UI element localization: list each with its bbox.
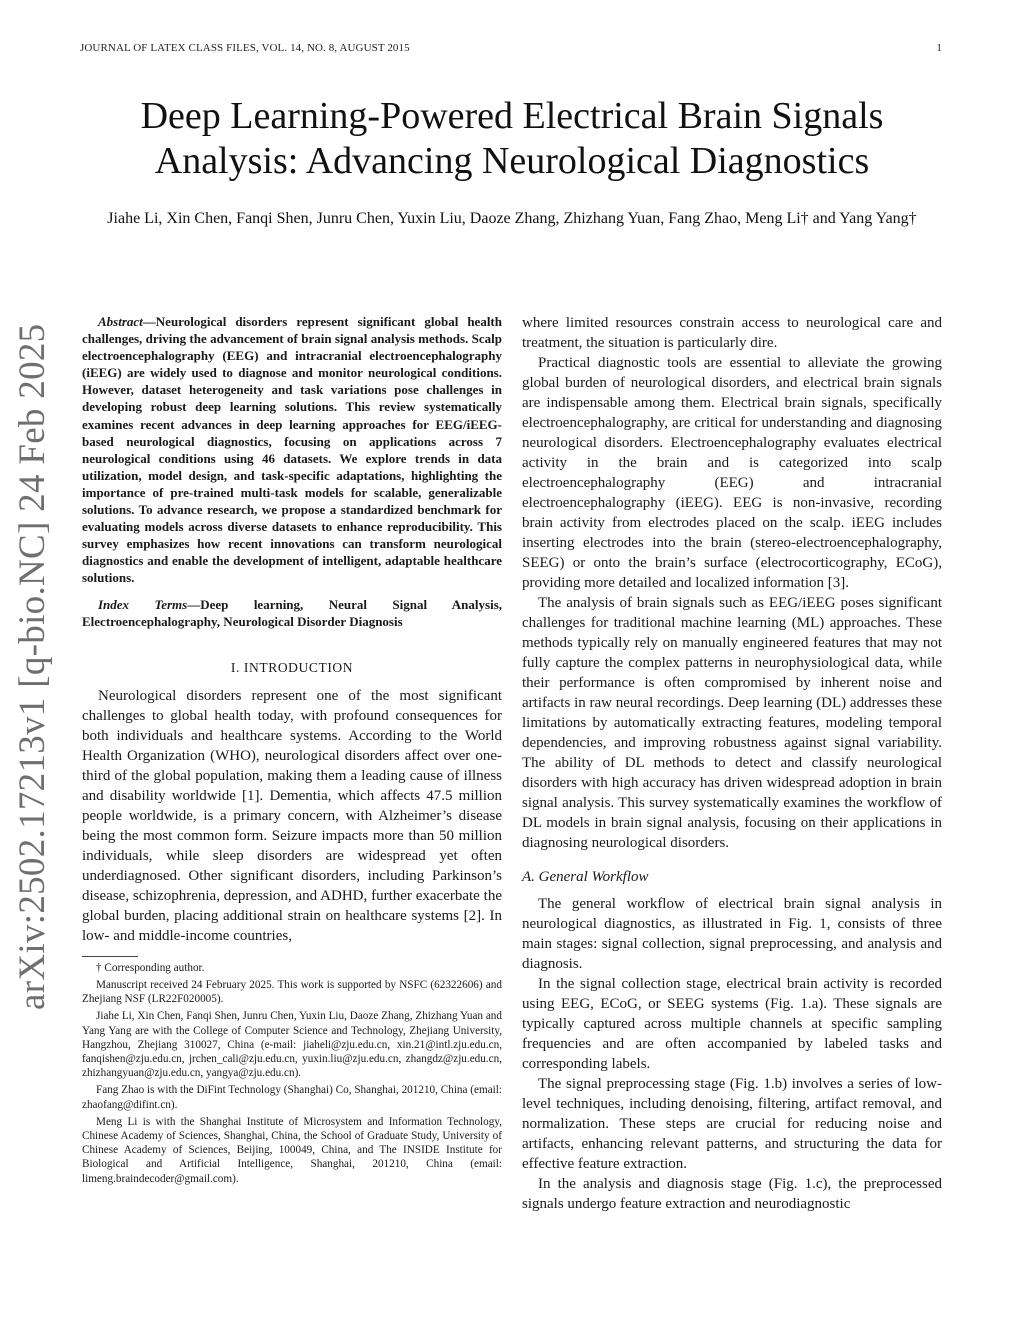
author-list: Jiahe Li, Xin Chen, Fanqi Shen, Junru Chen, Yuxin Liu, Daoze Zhang, Zhizhang Yuan, Fang Zhao, Meng Li† and Yang Yang†	[107, 210, 917, 227]
subsection-heading-general-workflow: A. General Workflow	[522, 869, 649, 885]
journal-header: JOURNAL OF LATEX CLASS FILES, VOL. 14, NO. 8, AUGUST 2015	[80, 42, 410, 54]
paragraph-signal-collection: In the signal collection stage, electrical brain activity is recorded using EEG, ECoG, or SEEG systems (Fig. 1.a). These signals are typically captured across multiple channels at specific sampling frequencies and are often accompanied by labeled tasks and corresponding labels.	[522, 976, 942, 1072]
index-terms-text: —Deep learning, Neural Signal Analysis, Electroencephalography, Neurological Disorder Diagnosis	[82, 596, 502, 629]
right-column	[522, 313, 942, 1214]
footnote-rule	[82, 956, 138, 957]
footnote-corresponding: † Corresponding author.	[96, 961, 205, 974]
page-number: 1	[936, 42, 942, 54]
footnote-affiliation-sim: Meng Li is with the Shanghai Institute of Microsystem and Information Technology, Chinese Academy of Sciences, Shanghai, China, the School of Graduate Study, University of Chinese Academy of Sciences, Beijing, 100049, China, and The INSIDE Institute for Biological and Artificial Intelligence, Shanghai, 201210, China (email: limeng.braindecoder@gmail.com).	[82, 1115, 502, 1185]
abstract	[82, 313, 502, 587]
arxiv-stamp: arXiv:2502.17213v1 [q-bio.NC] 24 Feb 2025	[12, 323, 53, 1010]
paragraph-continuation: where limited resources constrain access to neurological care and treatment, the situation is particularly dire.	[522, 315, 942, 351]
section-heading-introduction: I. INTRODUCTION	[230, 659, 354, 675]
paragraph-diagnostic-tools: Practical diagnostic tools are essential to alleviate the growing global burden of neurological disorders, and electrical brain signals are indispensable among them. Electrical brain signals, specifically electroencephalography, are critical for understanding and diagnosing neurological disorders. Electroencephalography evaluates electrical activity in the brain and is categorized into scalp electroencephalography (EEG) and intracranial electroencephalography (iEEG). EEG is non-invasive, recording brain activity from electrodes placed on the scalp. iEEG includes inserting electrodes into the brain (stereo-electroencephalography, SEEG) or onto the brain’s surface (electrocorticography, ECoG), providing more detailed and localized information [3].	[522, 355, 942, 591]
paragraph-analysis-diagnosis: In the analysis and diagnosis stage (Fig. 1.c), the preprocessed signals undergo feature extraction and neurodiagnostic	[522, 1176, 942, 1212]
abstract-text: —Neurological disorders represent significant global health challenges, driving the advancement of brain signal analysis methods. Scalp electroencephalography (EEG) and intracranial electroencephalography (iEEG) are widely used to diagnose and monitor neurological conditions. However, dataset heterogeneity and task variations pose challenges in developing robust deep learning solutions. This review systematically examines recent advances in deep learning approaches for EEG/iEEG-based neurological diagnostics, focusing on applications across 7 neurological conditions using 46 datasets. We explore trends in data utilization, model design, and task-specific adaptations, highlighting the importance of pre-trained multi-task models for scalable, generalizable solutions. To advance research, we propose a standardized benchmark for evaluating models across diverse datasets to enhance reproducibility. This survey emphasizes how recent innovations can transform neurological diagnostics and enable the development of intelligent, adaptable healthcare solutions.	[82, 314, 502, 586]
left-column	[82, 313, 502, 1189]
index-terms-label: Index Terms	[98, 596, 188, 612]
abstract-label: Abstract	[98, 314, 143, 329]
paragraph-signal-preprocessing: The signal preprocessing stage (Fig. 1.b) involves a series of low-level techniques, including denoising, filtering, artifact removal, and normalization. These steps are crucial for reducing noise and artifacts, enhancing relevant patterns, and structuring the data for effective feature extraction.	[522, 1076, 942, 1172]
paragraph-workflow-overview: The general workflow of electrical brain signal analysis in neurological diagnostics, as illustrated in Fig. 1, consists of three main stages: signal collection, signal preprocessing, and analysis and diagnosis.	[522, 896, 942, 972]
footnote-affiliation-zju: Jiahe Li, Xin Chen, Fanqi Shen, Junru Chen, Yuxin Liu, Daoze Zhang, Zhizhang Yuan and Yang Yang are with the College of Computer Science and Technology, Zhejiang University, Hangzhou, Zhejiang 310027, China (e-mail: jiaheli@zju.edu.cn, xin.21@intl.zju.edu.cn, fanqishen@zju.edu.cn, jrchen_cali@zju.edu.cn, yuxin.liu@zju.edu.cn, zhangdz@zju.edu.cn, zhizhangyuan@zju.edu.cn, yangya@zju.edu.cn).	[82, 1010, 502, 1080]
footnote-affiliation-difint: Fang Zhao is with the DiFint Technology (Shanghai) Co, Shanghai, 201210, China (email: zhaofang@difint.cn).	[82, 1084, 502, 1111]
footnote-manuscript: Manuscript received 24 February 2025. This work is supported by NSFC (62322606) and Zhejiang NSF (LR22F020005).	[82, 978, 502, 1006]
paper-title: Deep Learning-Powered Electrical Brain Signals Analysis: Advancing Neurological Diagnostics	[140, 95, 884, 182]
running-header	[80, 42, 942, 58]
intro-paragraph: Neurological disorders represent one of the most significant challenges to global health today, with profound consequences for both individuals and healthcare systems. According to the World Health Organization (WHO), neurological disorders affect over one-third of the global population, making them a leading cause of illness and disability worldwide [1]. Dementia, which affects 47.5 million people worldwide, is a primary concern, with Alzheimer’s disease being the most common form. Seizure impacts more than 50 million individuals, while sleep disorders are widespread yet often underdiagnosed. Other significant disorders, including Parkinson’s disease, schizophrenia, depression, and ADHD, further exacerbate the global burden, placing additional strain on healthcare systems [2]. In low- and middle-income countries,	[82, 687, 502, 944]
paragraph-dl-challenges: The analysis of brain signals such as EEG/iEEG poses significant challenges for traditional machine learning (ML) approaches. These methods typically rely on manually engineered features that may not fully capture the complex patterns in neurophysiological data, while their performance is often compromised by inherent noise and artifacts in raw neural recordings. Deep learning (DL) addresses these limitations by automatically extracting features, modeling temporal dependencies, and improving robustness against signal variability. The ability of DL methods to detect and classify neurological disorders with high accuracy has driven widespread adoption in brain signal analysis. This survey systematically examines the workflow of DL models in brain signal analysis, focusing on their applications in diagnosing neurological disorders.	[522, 595, 942, 851]
index-terms	[82, 596, 502, 630]
